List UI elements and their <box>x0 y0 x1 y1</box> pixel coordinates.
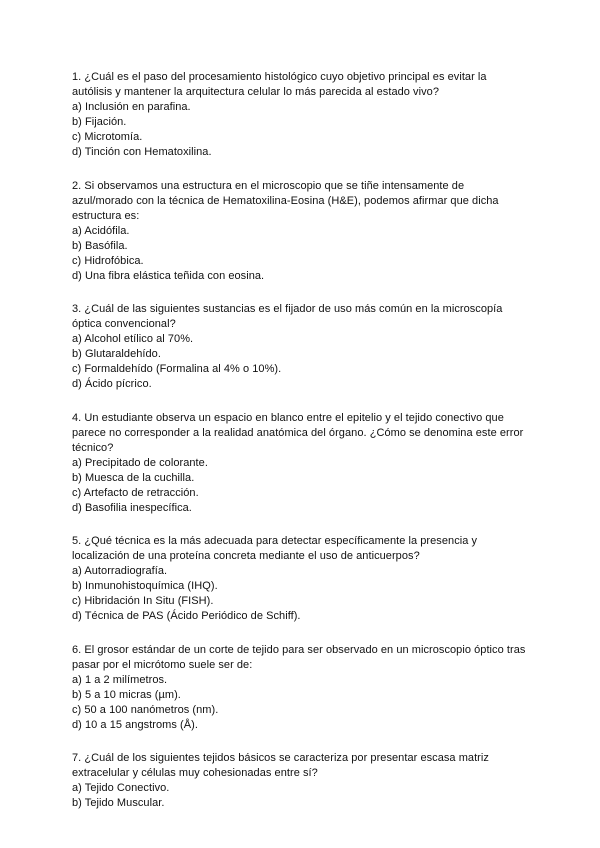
question-1 <box>72 70 540 160</box>
question-6 <box>72 643 540 733</box>
answer-option: a) 1 a 2 milímetros. <box>72 673 168 686</box>
answer-option: b) Tejido Muscular. <box>72 797 165 809</box>
answer-option: b) Fijación. <box>72 116 127 128</box>
answer-option: b) Glutaraldehído. <box>72 348 161 360</box>
answer-option: a) Precipitado de colorante. <box>72 456 208 469</box>
answer-option: c) Hidrofóbica. <box>72 254 144 267</box>
question-stem-line: azul/morado con la técnica de Hematoxilina-Eosina (H&E), podemos afirmar que dicha <box>72 194 499 207</box>
question-stem-line: 4. Un estudiante observa un espacio en blanco entre el epitelio y el tejido conectivo que <box>72 411 504 424</box>
question-5 <box>72 534 540 624</box>
question-stem-line: autólisis y mantener la arquitectura celular lo más parecida al estado vivo? <box>72 86 439 98</box>
answer-option: a) Acidófila. <box>72 224 130 237</box>
question-7 <box>72 751 540 811</box>
answer-option: a) Alcohol etílico al 70%. <box>72 333 194 345</box>
question-4 <box>72 411 540 516</box>
answer-option: d) Técnica de PAS (Ácido Periódico de Schiff). <box>72 610 301 622</box>
question-3 <box>72 302 540 392</box>
answer-option: b) Muesca de la cuchilla. <box>72 471 195 484</box>
answer-option: c) Microtomía. <box>72 131 143 143</box>
answer-option: c) Artefacto de retracción. <box>72 486 199 499</box>
answer-option: b) Basófila. <box>72 239 128 252</box>
answer-option: d) 10 a 15 angstroms (Å). <box>72 718 198 731</box>
answer-option: d) Tinción con Hematoxilina. <box>72 146 212 158</box>
question-stem-line: 5. ¿Qué técnica es la más adecuada para detectar específicamente la presencia y <box>72 535 478 547</box>
question-stem-line: localización de una proteína concreta mediante el uso de anticuerpos? <box>72 550 420 562</box>
answer-option: b) Inmunohistoquímica (IHQ). <box>72 580 218 592</box>
answer-option: b) 5 a 10 micras (µm). <box>72 688 181 701</box>
question-stem-line: estructura es: <box>72 209 140 222</box>
answer-option: d) Basofilia inespecífica. <box>72 501 192 514</box>
question-stem-line: 1. ¿Cuál es el paso del procesamiento histológico cuyo objetivo principal es evitar la <box>72 71 487 83</box>
answer-option: d) Una fibra elástica teñida con eosina. <box>72 269 265 282</box>
question-stem-line: extracelular y células muy cohesionadas entre sí? <box>72 767 318 779</box>
question-stem-line: pasar por el micrótomo suele ser de: <box>72 658 253 671</box>
answer-option: a) Autorradiografía. <box>72 565 168 577</box>
question-stem-line: 6. El grosor estándar de un corte de tejido para ser observado en un microscopio óptico tras <box>72 643 526 656</box>
answer-option: a) Inclusión en parafina. <box>72 101 191 113</box>
question-stem-line: óptica convencional? <box>72 318 176 330</box>
answer-option: c) Hibridación In Situ (FISH). <box>72 595 214 607</box>
question-stem-line: 7. ¿Cuál de los siguientes tejidos básicos se caracteriza por presentar escasa matriz <box>72 752 489 764</box>
question-stem-line: técnico? <box>72 441 114 454</box>
answer-option: a) Tejido Conectivo. <box>72 782 170 794</box>
question-stem-line: 2. Si observamos una estructura en el microscopio que se tiñe intensamente de <box>72 179 465 192</box>
question-2 <box>72 179 540 284</box>
answer-option: c) Formaldehído (Formalina al 4% o 10%). <box>72 363 282 375</box>
answer-option: c) 50 a 100 nanómetros (nm). <box>72 703 219 716</box>
answer-option: d) Ácido pícrico. <box>72 378 152 390</box>
question-stem-line: parece no corresponder a la realidad anatómica del órgano. ¿Cómo se denomina este error <box>72 426 524 439</box>
question-stem-line: 3. ¿Cuál de las siguientes sustancias es el fijador de uso más común en la microscopía <box>72 303 503 315</box>
